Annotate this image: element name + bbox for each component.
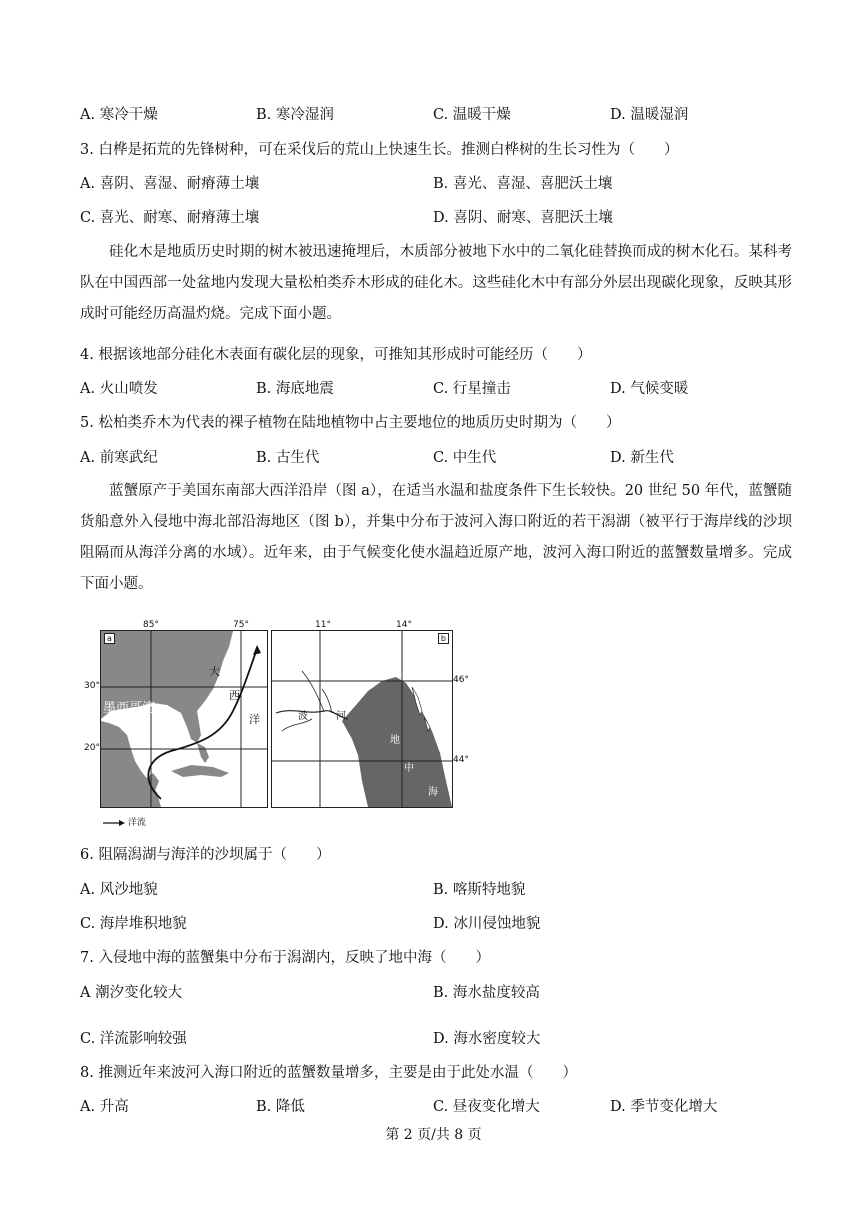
- q5-option-d[interactable]: D. 新生代: [610, 450, 674, 466]
- q3-option-c[interactable]: C. 喜光、耐寒、耐瘠薄土壤: [80, 210, 260, 226]
- passage-petrified-wood-text: 硅化木是地质历史时期的树木被迅速掩埋后，木质部分被地下水中的二氧化硅替换而成的树木化石。某科考队在中国西部一处盆地内发现大量松柏类乔木形成的硅化木。这些硅化木中有部分外层出现碳化现象，反映其形成时可能经历高温灼烧。完成下面小题。: [80, 244, 792, 322]
- page-footer: 第 2 页/共 8 页: [385, 1127, 482, 1143]
- map-a-ocean-char-1: 大: [209, 665, 220, 678]
- q5-option-b[interactable]: B. 古生代: [256, 450, 320, 466]
- map-b-lon-11: 11°: [315, 620, 331, 630]
- q5-option-a[interactable]: A. 前寒武纪: [80, 450, 158, 466]
- q6-option-b[interactable]: B. 喀斯特地貌: [433, 882, 526, 898]
- q3-option-b[interactable]: B. 喜光、喜湿、喜肥沃土壤: [433, 176, 613, 192]
- map-legend-label: 洋流: [127, 818, 146, 828]
- q6-option-d[interactable]: D. 冰川侵蚀地貌: [433, 916, 541, 932]
- q8-option-d[interactable]: D. 季节变化增大: [610, 1099, 718, 1115]
- q7-option-a[interactable]: A 潮汐变化较大: [80, 985, 183, 1001]
- map-a-ocean-char-3: 洋: [249, 713, 260, 726]
- q8-option-b[interactable]: B. 降低: [256, 1099, 305, 1115]
- map-a-lon-75: 75°: [233, 620, 249, 630]
- q4-stem: 4. 根据该地部分硅化木表面有碳化层的现象，可推知其形成时可能经历（ ）: [80, 347, 592, 363]
- passage-petrified-wood: [80, 237, 792, 330]
- q8-stem: 8. 推测近年来波河入海口附近的蓝蟹数量增多，主要是由于此处水温（ ）: [80, 1065, 577, 1081]
- map-b-panel-label: b: [438, 633, 449, 644]
- map-b-sea-char-3: 海: [428, 787, 438, 798]
- q5-stem: 5. 松柏类乔木为代表的裸子植物在陆地植物中占主要地位的地质历史时期为（ ）: [80, 415, 621, 431]
- map-legend: [103, 815, 146, 828]
- q2-option-c[interactable]: C. 温暖干燥: [433, 107, 511, 123]
- q6-stem: 6. 阻隔潟湖与海洋的沙坝属于（ ）: [80, 847, 331, 863]
- q5-option-c[interactable]: C. 中生代: [433, 450, 497, 466]
- q6-option-a[interactable]: A. 风沙地貌: [80, 882, 158, 898]
- q7-stem: 7. 入侵地中海的蓝蟹集中分布于潟湖内，反映了地中海（ ）: [80, 950, 490, 966]
- q2-option-a[interactable]: A. 寒冷干燥: [80, 107, 158, 123]
- map-b-lat-44: 44°: [453, 755, 469, 765]
- map-b-sea-char-1: 地: [390, 735, 400, 746]
- q3-stem: 3. 白桦是拓荒的先锋树种，可在采伐后的荒山上快速生长。推测白桦树的生长习性为（ ）: [80, 142, 679, 158]
- current-arrow-icon: [103, 819, 125, 827]
- map-b-mediterranean: [271, 630, 453, 808]
- map-a-lat-20: 20°: [84, 743, 100, 753]
- q3-option-a[interactable]: A. 喜阴、喜湿、耐瘠薄土壤: [80, 176, 260, 192]
- q6-option-c[interactable]: C. 海岸堆积地貌: [80, 916, 187, 932]
- map-a-lon-85: 85°: [143, 620, 159, 630]
- map-b-river-char-2: 河: [336, 711, 346, 722]
- map-a-lat-30: 30°: [84, 681, 100, 691]
- q7-option-d[interactable]: D. 海水密度较大: [433, 1031, 541, 1047]
- map-a-panel-label: a: [104, 633, 115, 644]
- map-b-sea-char-2: 中: [404, 763, 414, 774]
- q8-option-a[interactable]: A. 升高: [80, 1099, 129, 1115]
- passage-blue-crab-text: 蓝蟹原产于美国东南部大西洋沿岸（图 a），在适当水温和盐度条件下生长较快。20 世纪 50 年代，蓝蟹随货船意外入侵地中海北部沿海地区（图 b），并集中分布于波河入海口附近的若干潟湖（被平行于海岸线的沙坝阻隔而从海洋分离的水域）。近年来，由于气候变化使水温趋近原产地，波河入海口附近的蓝蟹数量增多。完成下面小题。: [80, 483, 792, 592]
- map-b-lon-14: 14°: [396, 620, 412, 630]
- q4-option-c[interactable]: C. 行星撞击: [433, 381, 511, 397]
- q8-option-c[interactable]: C. 昼夜变化增大: [433, 1099, 540, 1115]
- q7-option-c[interactable]: C. 洋流影响较强: [80, 1031, 187, 1047]
- q3-option-d[interactable]: D. 喜阴、耐寒、喜肥沃土壤: [433, 210, 613, 226]
- q4-option-d[interactable]: D. 气候变暖: [610, 381, 689, 397]
- map-b-lat-46: 46°: [453, 675, 469, 685]
- map-b-river-char-1: 波: [298, 711, 308, 722]
- q2-option-b[interactable]: B. 寒冷湿润: [256, 107, 334, 123]
- map-a-atlantic: [100, 630, 268, 808]
- q4-option-b[interactable]: B. 海底地震: [256, 381, 334, 397]
- map-a-gulf-label: 墨西哥湾: [103, 701, 156, 716]
- q2-option-d[interactable]: D. 温暖湿润: [610, 107, 689, 123]
- map-a-ocean-char-2: 西: [229, 689, 240, 702]
- passage-blue-crab: [80, 476, 792, 600]
- map-a-svg: [101, 631, 267, 807]
- q7-option-b[interactable]: B. 海水盐度较高: [433, 985, 540, 1001]
- q4-option-a[interactable]: A. 火山喷发: [80, 381, 158, 397]
